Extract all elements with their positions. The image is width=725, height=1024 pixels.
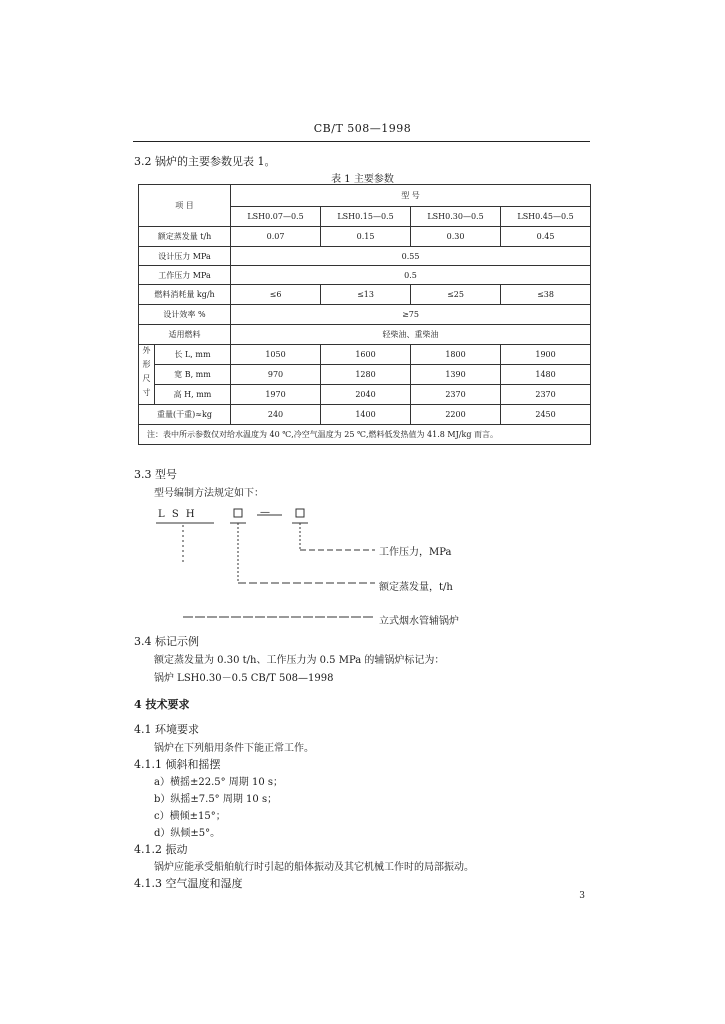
section-3-4-heading: 3.4 标记示例 — [134, 635, 199, 648]
cell: ≤6 — [231, 285, 321, 305]
list-item: c）横倾±15°； — [154, 811, 226, 822]
section-4-heading: 4 技术要求 — [134, 698, 190, 711]
cell: 0.5 — [231, 266, 591, 285]
cell: ≥75 — [231, 305, 591, 325]
row-label-width: 宽 B, mm — [155, 365, 231, 385]
section-3-4-line-1: 额定蒸发量为 0.30 t/h、工作压力为 0.5 MPa 的辅锅炉标记为： — [154, 655, 445, 666]
row-label-design-efficiency: 设计效率 % — [139, 305, 231, 325]
cell: 2040 — [321, 385, 411, 405]
cell: 1970 — [231, 385, 321, 405]
dims-group-text: 外形尺寸 — [142, 345, 151, 402]
row-label-design-pressure: 设计压力 MPa — [139, 247, 231, 266]
section-4-1-2-text: 锅炉应能承受船舶航行时引起的船体振动及其它机械工作时的局部振动。 — [154, 862, 474, 873]
evaporation-box — [234, 509, 242, 517]
list-item: d）纵倾±5°。 — [154, 828, 221, 839]
table-note: 注：表中所示参数仅对给水温度为 40 ℃,冷空气温度为 25 ℃,燃料低发热值为 41.8 MJ/kg 而言。 — [139, 425, 591, 445]
dims-group-label — [139, 345, 155, 405]
cell: 0.55 — [231, 247, 591, 266]
cell: 轻柴油、重柴油 — [231, 325, 591, 345]
list-item: b）纵摇±7.5° 周期 10 s； — [154, 794, 278, 805]
cell: 970 — [231, 365, 321, 385]
cell: ≤25 — [411, 285, 501, 305]
model-1: LSH0.07—0.5 — [231, 207, 321, 227]
cell: 1390 — [411, 365, 501, 385]
cell: 1280 — [321, 365, 411, 385]
model-code-diagram — [150, 505, 480, 625]
row-label-length: 长 L, mm — [155, 345, 231, 365]
cell: 0.30 — [411, 227, 501, 247]
section-4-1-1-heading: 4.1.1 倾斜和摇摆 — [134, 758, 221, 771]
section-4-1-2-heading: 4.1.2 振动 — [134, 843, 188, 856]
header-rule — [133, 141, 590, 142]
cell: 1900 — [501, 345, 591, 365]
row-label-height: 高 H, mm — [155, 385, 231, 405]
section-3-3-text: 型号编制方法规定如下： — [154, 488, 264, 499]
cell: 0.15 — [321, 227, 411, 247]
section-4-1-heading: 4.1 环境要求 — [134, 723, 199, 736]
section-4-1-text: 锅炉在下列船用条件下能正常工作。 — [154, 743, 314, 754]
section-4-1-3-heading: 4.1.3 空气温度和湿度 — [134, 877, 243, 890]
model-4: LSH0.45—0.5 — [501, 207, 591, 227]
cell: 1050 — [231, 345, 321, 365]
cell: 240 — [231, 405, 321, 425]
row-label-weight: 重量(干重)≈kg — [139, 405, 231, 425]
cell: 1400 — [321, 405, 411, 425]
table-1-caption: 表 1 主要参数 — [331, 174, 394, 185]
cell: 2370 — [501, 385, 591, 405]
standard-code-header: CB/T 508—1998 — [313, 122, 412, 135]
head-item: 项 目 — [139, 185, 231, 227]
cell: 0.45 — [501, 227, 591, 247]
page-number: 3 — [579, 891, 585, 901]
row-label-fuel: 适用燃料 — [139, 325, 231, 345]
pressure-box — [296, 509, 304, 517]
annotation-rated-evaporation: 额定蒸发量，t/h — [379, 582, 453, 593]
cell: 1800 — [411, 345, 501, 365]
annotation-working-pressure: 工作压力，MPa — [379, 547, 452, 558]
row-label-rated-evaporation: 额定蒸发量 t/h — [139, 227, 231, 247]
model-code-letters: L S H — [158, 509, 197, 520]
cell: 2370 — [411, 385, 501, 405]
section-3-4-line-2: 锅炉 LSH0.30－0.5 CB/T 508—1998 — [154, 673, 334, 684]
cell: ≤38 — [501, 285, 591, 305]
row-label-working-pressure: 工作压力 MPa — [139, 266, 231, 285]
cell: 2200 — [411, 405, 501, 425]
model-code-dash: — — [260, 507, 272, 518]
head-model: 型 号 — [231, 185, 591, 207]
main-parameters-table — [138, 184, 591, 445]
section-3-2-heading: 3.2 锅炉的主要参数见表 1。 — [134, 155, 276, 168]
model-3: LSH0.30—0.5 — [411, 207, 501, 227]
cell: 1480 — [501, 365, 591, 385]
cell: 1600 — [321, 345, 411, 365]
cell: 0.07 — [231, 227, 321, 247]
list-item: a）横摇±22.5° 周期 10 s； — [154, 777, 283, 788]
section-3-3-heading: 3.3 型号 — [134, 468, 177, 481]
model-2: LSH0.15—0.5 — [321, 207, 411, 227]
row-label-fuel-consumption: 燃料消耗量 kg/h — [139, 285, 231, 305]
cell: 2450 — [501, 405, 591, 425]
cell: ≤13 — [321, 285, 411, 305]
annotation-boiler-type: 立式烟水管辅锅炉 — [379, 616, 459, 627]
